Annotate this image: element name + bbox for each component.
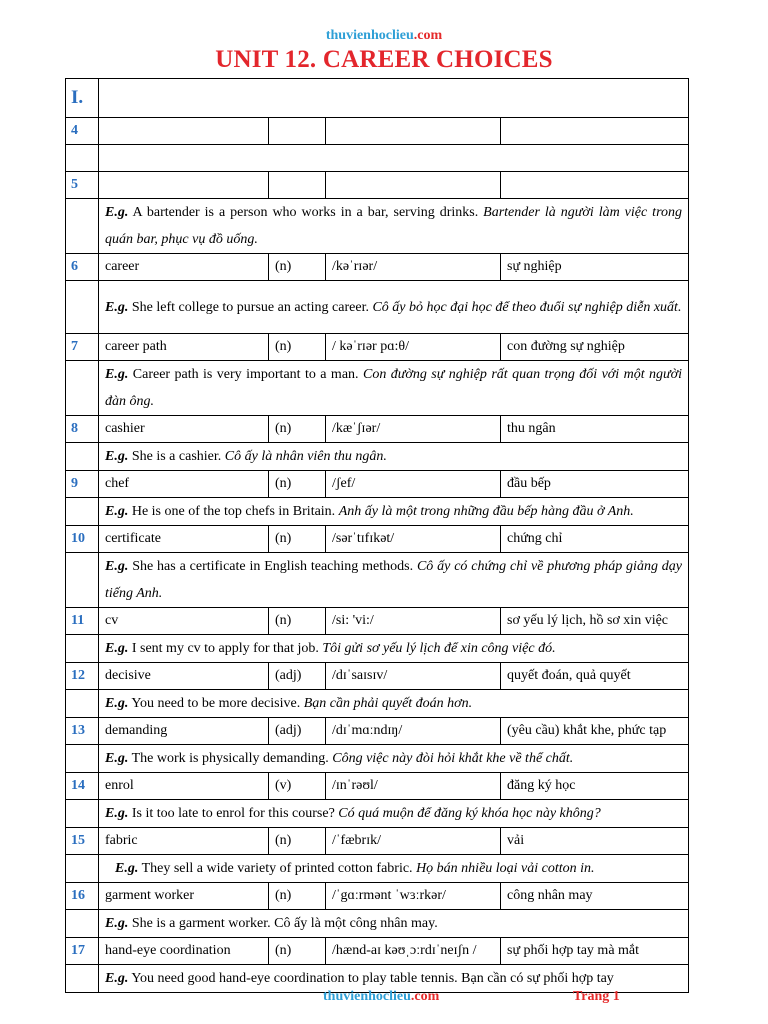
example-row xyxy=(66,690,689,718)
example-label: E.g. xyxy=(105,367,129,382)
row-number: 9 xyxy=(66,471,99,498)
meaning-cell: thu ngân xyxy=(501,416,689,443)
table-row xyxy=(66,608,689,635)
example-vietnamese: Bartender là người làm việc trong quán bar, phục vụ đồ uống. xyxy=(105,205,682,247)
pos-cell: (n) xyxy=(269,254,326,281)
table-row xyxy=(66,334,689,361)
row-number: 11 xyxy=(66,608,99,635)
example-cell xyxy=(99,443,689,471)
row-number: 15 xyxy=(66,828,99,855)
word-cell: garment worker xyxy=(99,883,269,910)
example-row xyxy=(66,910,689,938)
example-row xyxy=(66,745,689,773)
example-cell xyxy=(99,910,689,938)
example-english: He is one of the top chefs in Britain. xyxy=(131,504,336,519)
table-row xyxy=(66,773,689,800)
example-english: I sent my cv to apply for that job. xyxy=(131,641,319,656)
word-cell: hand-eye coordination xyxy=(99,938,269,965)
word-cell: fabric xyxy=(99,828,269,855)
example-vietnamese: Cô ấy có chứng chỉ về phương pháp giảng dạy tiếng Anh. xyxy=(105,559,683,601)
example-row xyxy=(66,199,689,254)
pos-cell xyxy=(269,118,326,145)
word-cell: demanding xyxy=(99,718,269,745)
site-domain: .com xyxy=(413,28,443,43)
ipa-cell: /ˈgɑːrmənt ˈwɜːrkər/ xyxy=(326,883,501,910)
row-number: 8 xyxy=(66,416,99,443)
example-row xyxy=(66,855,689,883)
table-row xyxy=(66,416,689,443)
meaning-cell: công nhân may xyxy=(501,883,689,910)
section-label: I. xyxy=(66,79,99,118)
word-cell: decisive xyxy=(99,663,269,690)
word-cell: cv xyxy=(99,608,269,635)
pos-cell: (adj) xyxy=(269,663,326,690)
example-cell xyxy=(99,800,689,828)
table-row xyxy=(66,718,689,745)
ipa-cell xyxy=(326,118,501,145)
meaning-cell: sự nghiệp xyxy=(501,254,689,281)
section-row xyxy=(66,79,689,118)
example-vietnamese: Tôi gửi sơ yếu lý lịch để xin công việc đó. xyxy=(322,641,556,656)
example-row xyxy=(66,553,689,608)
pos-cell: (n) xyxy=(269,526,326,553)
pos-cell: (v) xyxy=(269,773,326,800)
ipa-cell: /dɪˈmɑːndɪŋ/ xyxy=(326,718,501,745)
word-cell: enrol xyxy=(99,773,269,800)
pos-cell: (n) xyxy=(269,883,326,910)
word-cell: cashier xyxy=(99,416,269,443)
example-label: E.g. xyxy=(105,806,129,821)
meaning-cell: vải xyxy=(501,828,689,855)
meaning-cell xyxy=(501,118,689,145)
ipa-cell xyxy=(326,172,501,199)
example-english: She is a garment worker. Cô ấy là một công nhân may. xyxy=(131,916,438,931)
table-row xyxy=(66,254,689,281)
example-row xyxy=(66,443,689,471)
example-label: E.g. xyxy=(105,205,129,220)
word-cell: certificate xyxy=(99,526,269,553)
number-cell xyxy=(66,800,99,828)
number-cell xyxy=(66,361,99,416)
row-number: 13 xyxy=(66,718,99,745)
example-label: E.g. xyxy=(105,751,129,766)
row-number: 16 xyxy=(66,883,99,910)
example-english: She has a certificate in English teaching methods. xyxy=(132,559,414,574)
number-cell xyxy=(66,145,99,172)
number-cell xyxy=(66,910,99,938)
example-vietnamese: Bạn cần phải quyết đoán hơn. xyxy=(303,696,473,711)
row-number: 4 xyxy=(66,118,99,145)
page-number: Trang 1 xyxy=(573,989,620,1004)
example-label: E.g. xyxy=(105,504,129,519)
word-cell xyxy=(99,118,269,145)
number-cell xyxy=(66,443,99,471)
example-english: She is a cashier. xyxy=(131,449,222,464)
table-row xyxy=(66,526,689,553)
number-cell xyxy=(66,635,99,663)
meaning-cell: (yêu cầu) khắt khe, phức tạp xyxy=(501,718,689,745)
meaning-cell: quyết đoán, quả quyết xyxy=(501,663,689,690)
ipa-cell: /kəˈrɪər/ xyxy=(326,254,501,281)
example-cell xyxy=(99,199,689,254)
number-cell xyxy=(66,281,99,334)
example-row xyxy=(66,145,689,172)
example-vietnamese: Họ bán nhiều loại vải cotton in. xyxy=(416,861,595,876)
row-number: 7 xyxy=(66,334,99,361)
example-english: Career path is very important to a man. xyxy=(132,367,359,382)
number-cell xyxy=(66,553,99,608)
example-label: E.g. xyxy=(105,916,129,931)
example-cell xyxy=(99,855,689,883)
example-cell xyxy=(99,361,689,416)
example-vietnamese: Con đường sự nghiệp rất quan trọng đối với một người đàn ông. xyxy=(105,367,683,409)
number-cell xyxy=(66,745,99,773)
example-row xyxy=(66,498,689,526)
table-row xyxy=(66,828,689,855)
site-header[interactable] xyxy=(0,28,768,44)
meaning-cell: chứng chỉ xyxy=(501,526,689,553)
number-cell xyxy=(66,855,99,883)
page-title: UNIT 12. CAREER CHOICES xyxy=(215,46,553,73)
example-cell xyxy=(99,635,689,663)
page-footer xyxy=(0,989,768,1009)
example-row xyxy=(66,635,689,663)
example-cell xyxy=(99,498,689,526)
example-cell xyxy=(99,745,689,773)
example-row xyxy=(66,800,689,828)
example-cell xyxy=(99,690,689,718)
pos-cell: (n) xyxy=(269,471,326,498)
pos-cell: (adj) xyxy=(269,718,326,745)
row-number: 6 xyxy=(66,254,99,281)
meaning-cell: sơ yếu lý lịch, hồ sơ xin việc xyxy=(501,608,689,635)
ipa-cell: /sərˈtɪfɪkət/ xyxy=(326,526,501,553)
pos-cell: (n) xyxy=(269,828,326,855)
row-number: 17 xyxy=(66,938,99,965)
ipa-cell: /ɪnˈrəʊl/ xyxy=(326,773,501,800)
footer-site[interactable]: thuvienhoclieu.com xyxy=(323,989,440,1004)
example-cell xyxy=(99,281,689,334)
ipa-cell: /ˈfæbrɪk/ xyxy=(326,828,501,855)
table-row xyxy=(66,471,689,498)
example-vietnamese: Cô ấy bỏ học đại học để theo đuổi sự nghiệp diễn xuất. xyxy=(372,299,682,315)
row-number: 12 xyxy=(66,663,99,690)
example-label: E.g. xyxy=(105,641,129,656)
meaning-cell xyxy=(501,172,689,199)
number-cell xyxy=(66,498,99,526)
word-cell: chef xyxy=(99,471,269,498)
row-number: 5 xyxy=(66,172,99,199)
example-label: E.g. xyxy=(105,696,129,711)
meaning-cell: đầu bếp xyxy=(501,471,689,498)
example-vietnamese: Công việc này đòi hỏi khắt khe về thể chất. xyxy=(332,751,574,766)
example-row xyxy=(66,281,689,334)
pos-cell: (n) xyxy=(269,608,326,635)
ipa-cell: /ʃef/ xyxy=(326,471,501,498)
number-cell xyxy=(66,199,99,254)
example-vietnamese: Cô ấy là nhân viên thu ngân. xyxy=(224,449,387,464)
table-row xyxy=(66,883,689,910)
word-cell: career xyxy=(99,254,269,281)
meaning-cell: sự phối hợp tay mà mắt xyxy=(501,938,689,965)
example-english: Is it too late to enrol for this course? xyxy=(131,806,335,821)
example-row xyxy=(66,361,689,416)
table-row xyxy=(66,663,689,690)
example-english: The work is physically demanding. xyxy=(131,751,329,766)
number-cell xyxy=(66,690,99,718)
pos-cell: (n) xyxy=(269,334,326,361)
meaning-cell: con đường sự nghiệp xyxy=(501,334,689,361)
example-english: You need to be more decisive. xyxy=(131,696,301,711)
example-vietnamese: Anh ấy là một trong những đầu bếp hàng đầu ở Anh. xyxy=(338,504,634,519)
ipa-cell: /kæˈʃɪər/ xyxy=(326,416,501,443)
ipa-cell: /hænd-aɪ kəʊˌɔːrdɪˈneɪʃn / xyxy=(326,938,501,965)
example-english: A bartender is a person who works in a bar, serving drinks. xyxy=(132,205,479,220)
example-label: E.g. xyxy=(105,559,129,574)
pos-cell: (n) xyxy=(269,416,326,443)
example-english: They sell a wide variety of printed cotton fabric. xyxy=(141,861,413,876)
ipa-cell: /dɪˈsaɪsɪv/ xyxy=(326,663,501,690)
ipa-cell: /si: 'vi:/ xyxy=(326,608,501,635)
example-label: E.g. xyxy=(105,299,129,315)
example-english: You need good hand-eye coordination to play table tennis. Bạn cần có sự phối hợp tay xyxy=(131,971,614,986)
word-cell: career path xyxy=(99,334,269,361)
example-vietnamese: Có quá muộn để đăng ký khóa học này không? xyxy=(338,806,601,821)
meaning-cell: đăng ký học xyxy=(501,773,689,800)
pos-cell: (n) xyxy=(269,938,326,965)
section-header-cell xyxy=(99,79,689,118)
row-number: 14 xyxy=(66,773,99,800)
example-label: E.g. xyxy=(105,449,129,464)
word-cell xyxy=(99,172,269,199)
example-label: E.g. xyxy=(115,861,139,876)
row-number: 10 xyxy=(66,526,99,553)
example-label: E.g. xyxy=(105,971,129,986)
table-row xyxy=(66,118,689,145)
example-english: She left college to pursue an acting career. xyxy=(131,299,369,315)
table-row xyxy=(66,938,689,965)
vocabulary-table xyxy=(65,78,689,993)
example-cell xyxy=(99,145,689,172)
table-row xyxy=(66,172,689,199)
pos-cell xyxy=(269,172,326,199)
site-name: thuvienhoclieu xyxy=(325,28,414,43)
ipa-cell: / kəˈrɪər pɑ:θ/ xyxy=(326,334,501,361)
example-cell xyxy=(99,553,689,608)
